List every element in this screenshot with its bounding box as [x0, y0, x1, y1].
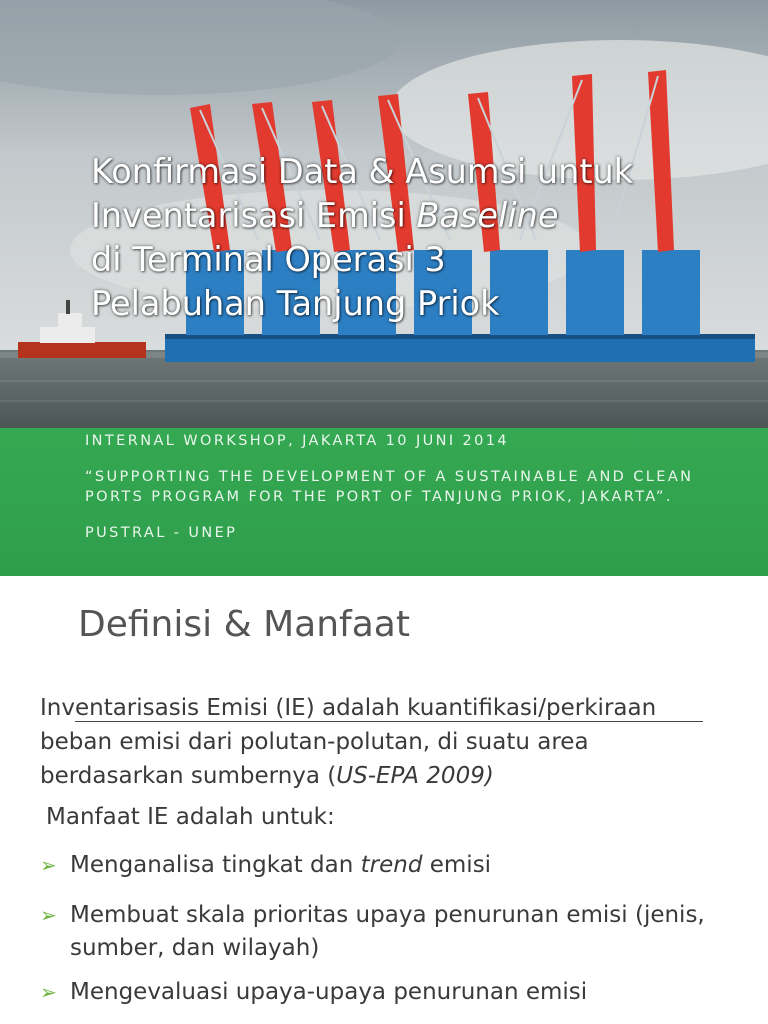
- title-line-2-text: Inventarisasi Emisi: [91, 196, 417, 235]
- title-baseline-italic: Baseline: [416, 196, 559, 235]
- definition-line-1: Inventarisasis Emisi (IE) adalah kuantifikasi/perkiraan: [40, 695, 657, 721]
- benefit-intro: Manfaat IE adalah untuk:: [46, 804, 335, 830]
- presentation-title: [91, 150, 751, 326]
- definition-source: US-EPA 2009): [336, 763, 494, 789]
- program-name: [85, 467, 693, 507]
- bullet-text-2-line-1: Membuat skala prioritas upaya penurunan emisi (jenis,: [70, 902, 705, 928]
- workshop-info: INTERNAL WORKSHOP, JAKARTA 10 JUNI 2014: [85, 433, 510, 449]
- bullet-text-1: [40, 849, 491, 882]
- arrow-bullet-icon: ➢: [40, 903, 57, 927]
- bullet-item-2: [40, 899, 705, 965]
- title-line-3: di Terminal Operasi 3: [91, 240, 446, 279]
- program-line-1: “SUPPORTING THE DEVELOPMENT OF A SUSTAINABLE AND CLEAN: [85, 469, 694, 485]
- definition-underline: [75, 721, 703, 722]
- bullet-text-2-line-2: sumber, dan wilayah): [70, 935, 320, 961]
- bullet-text-3: Mengevaluasi upaya-upaya penurunan emisi: [70, 979, 588, 1005]
- arrow-bullet-icon: ➢: [40, 980, 57, 1004]
- bullet-1-suffix: emisi: [422, 852, 492, 878]
- tugboat-hull: [18, 342, 146, 358]
- organization: PUSTRAL - UNEP: [85, 525, 238, 541]
- bullet-1-prefix: Menganalisa tingkat dan: [70, 852, 361, 878]
- title-line-2: [91, 194, 751, 238]
- definition-paragraph: [40, 691, 760, 793]
- program-line-2: PORTS PROGRAM FOR THE PORT OF TANJUNG PRIOK, JAKARTA”.: [85, 489, 673, 505]
- definition-line-2: beban emisi dari polutan-polutan, di suatu area: [40, 729, 589, 755]
- bullet-item-3: [40, 976, 587, 1009]
- slide-title: Definisi & Manfaat: [78, 604, 410, 645]
- definition-line-3-text: berdasarkan sumbernya (: [40, 763, 337, 789]
- title-line-4: Pelabuhan Tanjung Priok: [91, 284, 500, 323]
- definition-line-3: [40, 759, 760, 793]
- title-line-1: Konfirmasi Data & Asumsi untuk: [91, 152, 634, 191]
- arrow-bullet-icon: ➢: [40, 853, 57, 877]
- barge-hull: [165, 338, 755, 362]
- definition-slide: [0, 576, 768, 1024]
- bullet-item-1: [40, 849, 491, 882]
- bullet-1-trend: trend: [360, 852, 423, 878]
